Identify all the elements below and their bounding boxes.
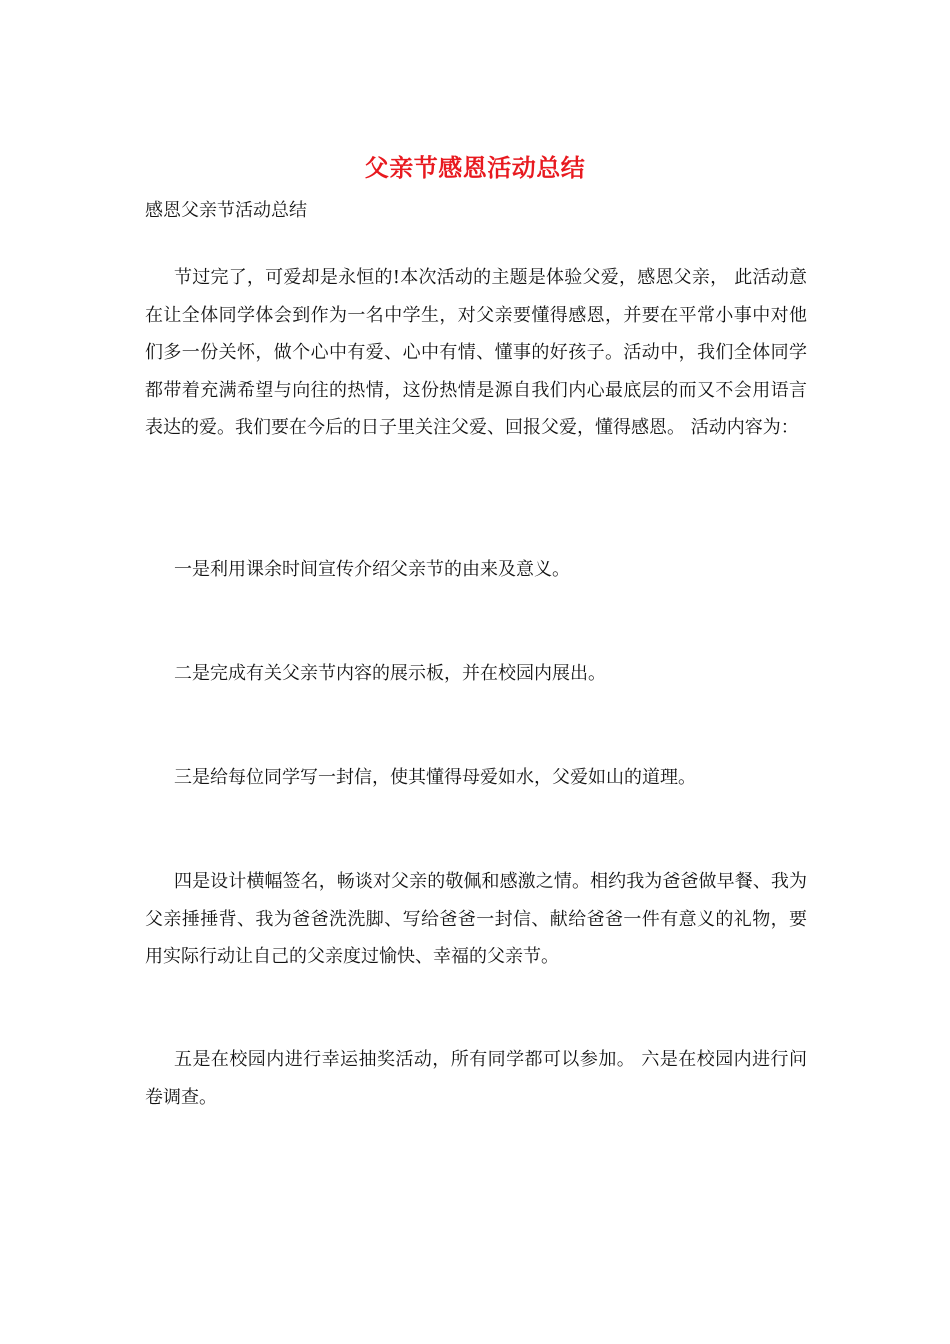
- document-title: 父亲节感恩活动总结: [364, 153, 586, 182]
- activity-item-3: 三是给每位同学写一封信，使其懂得母爱如水，父爱如山的道理。: [174, 767, 696, 788]
- intro-paragraph: 节过完了，可爱却是永恒的!本次活动的主题是体验父爱，感恩父亲， 此活动意在让全体同学体会到作为一名中学生，对父亲要懂得感恩，并要在平常小事中对他们多一份关怀，做个心中有爱、心中有情、懂事的好孩子。活动中，我们全体同学都带着充满希望与向往的热情，这份热情是源自我们内心最底层的而又不会用语言表达的爱。我们要在今后的日子里关注父爱、回报父爱，懂得感恩。 活动内容为：: [145, 267, 807, 438]
- document-subtitle: 感恩父亲节活动总结: [145, 200, 307, 221]
- activity-item-2: 二是完成有关父亲节内容的展示板，并在校园内展出。: [174, 663, 606, 684]
- activity-item-5: 五是在校园内进行幸运抽奖活动，所有同学都可以参加。 六是在校园内进行问卷调查。: [145, 1049, 807, 1108]
- activity-item-4: 四是设计横幅签名，畅谈对父亲的敬佩和感激之情。相约我为爸爸做早餐、我为父亲捶捶背、我为爸爸洗洗脚、写给爸爸一封信、献给爸爸一件有意义的礼物，要用实际行动让自己的父亲度过愉快、幸福的父亲节。: [145, 871, 807, 967]
- activity-item-1: 一是利用课余时间宣传介绍父亲节的由来及意义。: [174, 559, 570, 580]
